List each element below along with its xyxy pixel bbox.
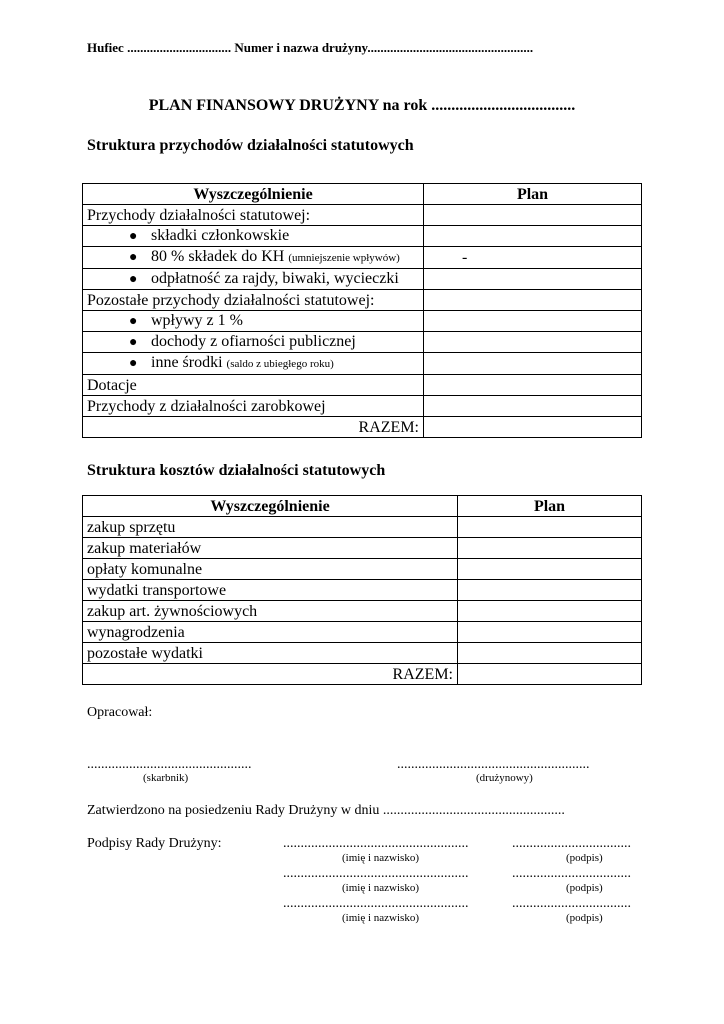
row-label-cell — [83, 311, 424, 332]
leader-signature-line: ....................................................... — [397, 757, 590, 772]
council-sign-line: .................................. — [512, 836, 631, 851]
row-label-cell — [83, 226, 424, 247]
row-plan-cell[interactable] — [424, 269, 642, 290]
total-value-cell[interactable] — [424, 417, 642, 438]
row-plan-cell[interactable] — [424, 396, 642, 417]
row-plan-cell[interactable] — [458, 601, 642, 622]
row-plan-cell[interactable] — [458, 580, 642, 601]
leader-caption: (drużynowy) — [476, 772, 533, 784]
row-plan-cell[interactable] — [458, 643, 642, 664]
table-row — [83, 290, 642, 311]
council-sign-line: .................................. — [512, 896, 631, 911]
table-row — [83, 226, 642, 247]
row-label-cell — [83, 396, 424, 417]
council-sign-caption: (podpis) — [566, 882, 603, 894]
table-row — [83, 601, 642, 622]
row-plan-cell[interactable] — [458, 538, 642, 559]
row-label-cell — [83, 247, 424, 269]
row-label-cell — [83, 290, 424, 311]
prepared-label: Opracował: — [87, 705, 153, 720]
total-value-cell[interactable] — [458, 664, 642, 685]
table-header-row — [83, 184, 642, 205]
council-name-line: ..................................................... — [283, 866, 469, 881]
table-row — [83, 643, 642, 664]
row-label: odpłatność za rajdy, biwaki, wycieczki — [151, 270, 399, 287]
row-label: Dotacje — [87, 376, 137, 394]
table-row — [83, 332, 642, 353]
table-row — [83, 622, 642, 643]
total-label: RAZEM: — [83, 664, 458, 685]
row-label: opłaty komunalne — [83, 559, 458, 580]
row-plan-cell[interactable] — [424, 205, 642, 226]
table-row — [83, 580, 642, 601]
row-label: Przychody działalności statutowej: — [87, 206, 311, 224]
table-row — [83, 247, 642, 269]
council-name-line: ..................................................... — [283, 836, 469, 851]
council-name-line: ..................................................... — [283, 896, 469, 911]
bullet-icon: ● — [129, 250, 138, 265]
treasurer-signature-line: ............................................... — [87, 757, 252, 772]
revenue-section-title: Struktura przychodów działalności statutowych — [87, 137, 414, 154]
row-label: wynagrodzenia — [83, 622, 458, 643]
row-label: Pozostałe przychody działalności statutowej: — [87, 291, 375, 309]
council-sign-caption: (podpis) — [566, 852, 603, 864]
costs-table — [82, 495, 642, 685]
row-plan-cell[interactable] — [424, 375, 642, 396]
header-line: Hufiec ................................ Numer i nazwa drużyny................................................... — [87, 40, 534, 55]
row-label: zakup sprzętu — [83, 517, 458, 538]
table-row — [83, 205, 642, 226]
row-label-cell — [83, 269, 424, 290]
total-label: RAZEM: — [83, 417, 424, 438]
approval-text: Zatwierdzono na posiedzeniu Rady Drużyny w dniu .................................................... — [87, 803, 565, 818]
council-label: Podpisy Rady Drużyny: — [87, 836, 222, 851]
col-plan-header: Plan — [424, 184, 642, 205]
row-plan-cell[interactable]: - — [424, 247, 642, 269]
bullet-icon: ● — [129, 335, 138, 350]
row-note: (umniejszenie wpływów) — [288, 252, 400, 264]
row-plan-cell[interactable] — [424, 332, 642, 353]
table-row — [83, 269, 642, 290]
row-label: wpływy z 1 % — [151, 312, 243, 329]
row-label: Przychody z działalności zarobkowej — [87, 397, 326, 415]
row-plan-cell[interactable] — [458, 559, 642, 580]
total-row — [83, 664, 642, 685]
row-plan-cell[interactable] — [458, 622, 642, 643]
row-label: składki członkowskie — [151, 227, 290, 244]
table-row — [83, 311, 642, 332]
row-plan-cell[interactable] — [424, 353, 642, 375]
row-plan-cell[interactable] — [424, 311, 642, 332]
row-label-cell — [83, 375, 424, 396]
row-label-cell — [83, 205, 424, 226]
treasurer-caption: (skarbnik) — [143, 772, 189, 784]
row-label: 80 % składek do KH — [151, 248, 285, 265]
council-sign-caption: (podpis) — [566, 912, 603, 924]
council-name-caption: (imię i nazwisko) — [342, 852, 419, 864]
table-header-row — [83, 496, 642, 517]
table-row — [83, 538, 642, 559]
table-row — [83, 375, 642, 396]
page-title: PLAN FINANSOWY DRUŻYNY na rok .................................... — [148, 97, 576, 114]
table-row — [83, 517, 642, 538]
bullet-icon: ● — [129, 356, 138, 371]
bullet-icon: ● — [129, 314, 138, 329]
row-label: dochody z ofiarności publicznej — [151, 333, 356, 350]
table-row — [83, 353, 642, 375]
col-item-header: Wyszczególnienie — [83, 496, 458, 517]
col-plan-header: Plan — [458, 496, 642, 517]
council-sign-line: .................................. — [512, 866, 631, 881]
table-row — [83, 396, 642, 417]
row-label-cell — [83, 332, 424, 353]
row-plan-cell[interactable] — [424, 226, 642, 247]
row-label: zakup art. żywnościowych — [83, 601, 458, 622]
row-note: (saldo z ubiegłego roku) — [226, 358, 334, 370]
row-label: zakup materiałów — [83, 538, 458, 559]
bullet-icon: ● — [129, 272, 138, 287]
row-plan-cell[interactable] — [424, 290, 642, 311]
col-item-header: Wyszczególnienie — [83, 184, 424, 205]
row-label: wydatki transportowe — [83, 580, 458, 601]
row-label: inne środki — [151, 354, 223, 371]
bullet-icon: ● — [129, 229, 138, 244]
council-name-caption: (imię i nazwisko) — [342, 912, 419, 924]
table-row — [83, 559, 642, 580]
revenue-table — [82, 183, 642, 438]
council-name-caption: (imię i nazwisko) — [342, 882, 419, 894]
costs-section-title: Struktura kosztów działalności statutowych — [87, 462, 386, 479]
row-label: pozostałe wydatki — [83, 643, 458, 664]
total-row — [83, 417, 642, 438]
row-plan-cell[interactable] — [458, 517, 642, 538]
row-label-cell — [83, 353, 424, 375]
